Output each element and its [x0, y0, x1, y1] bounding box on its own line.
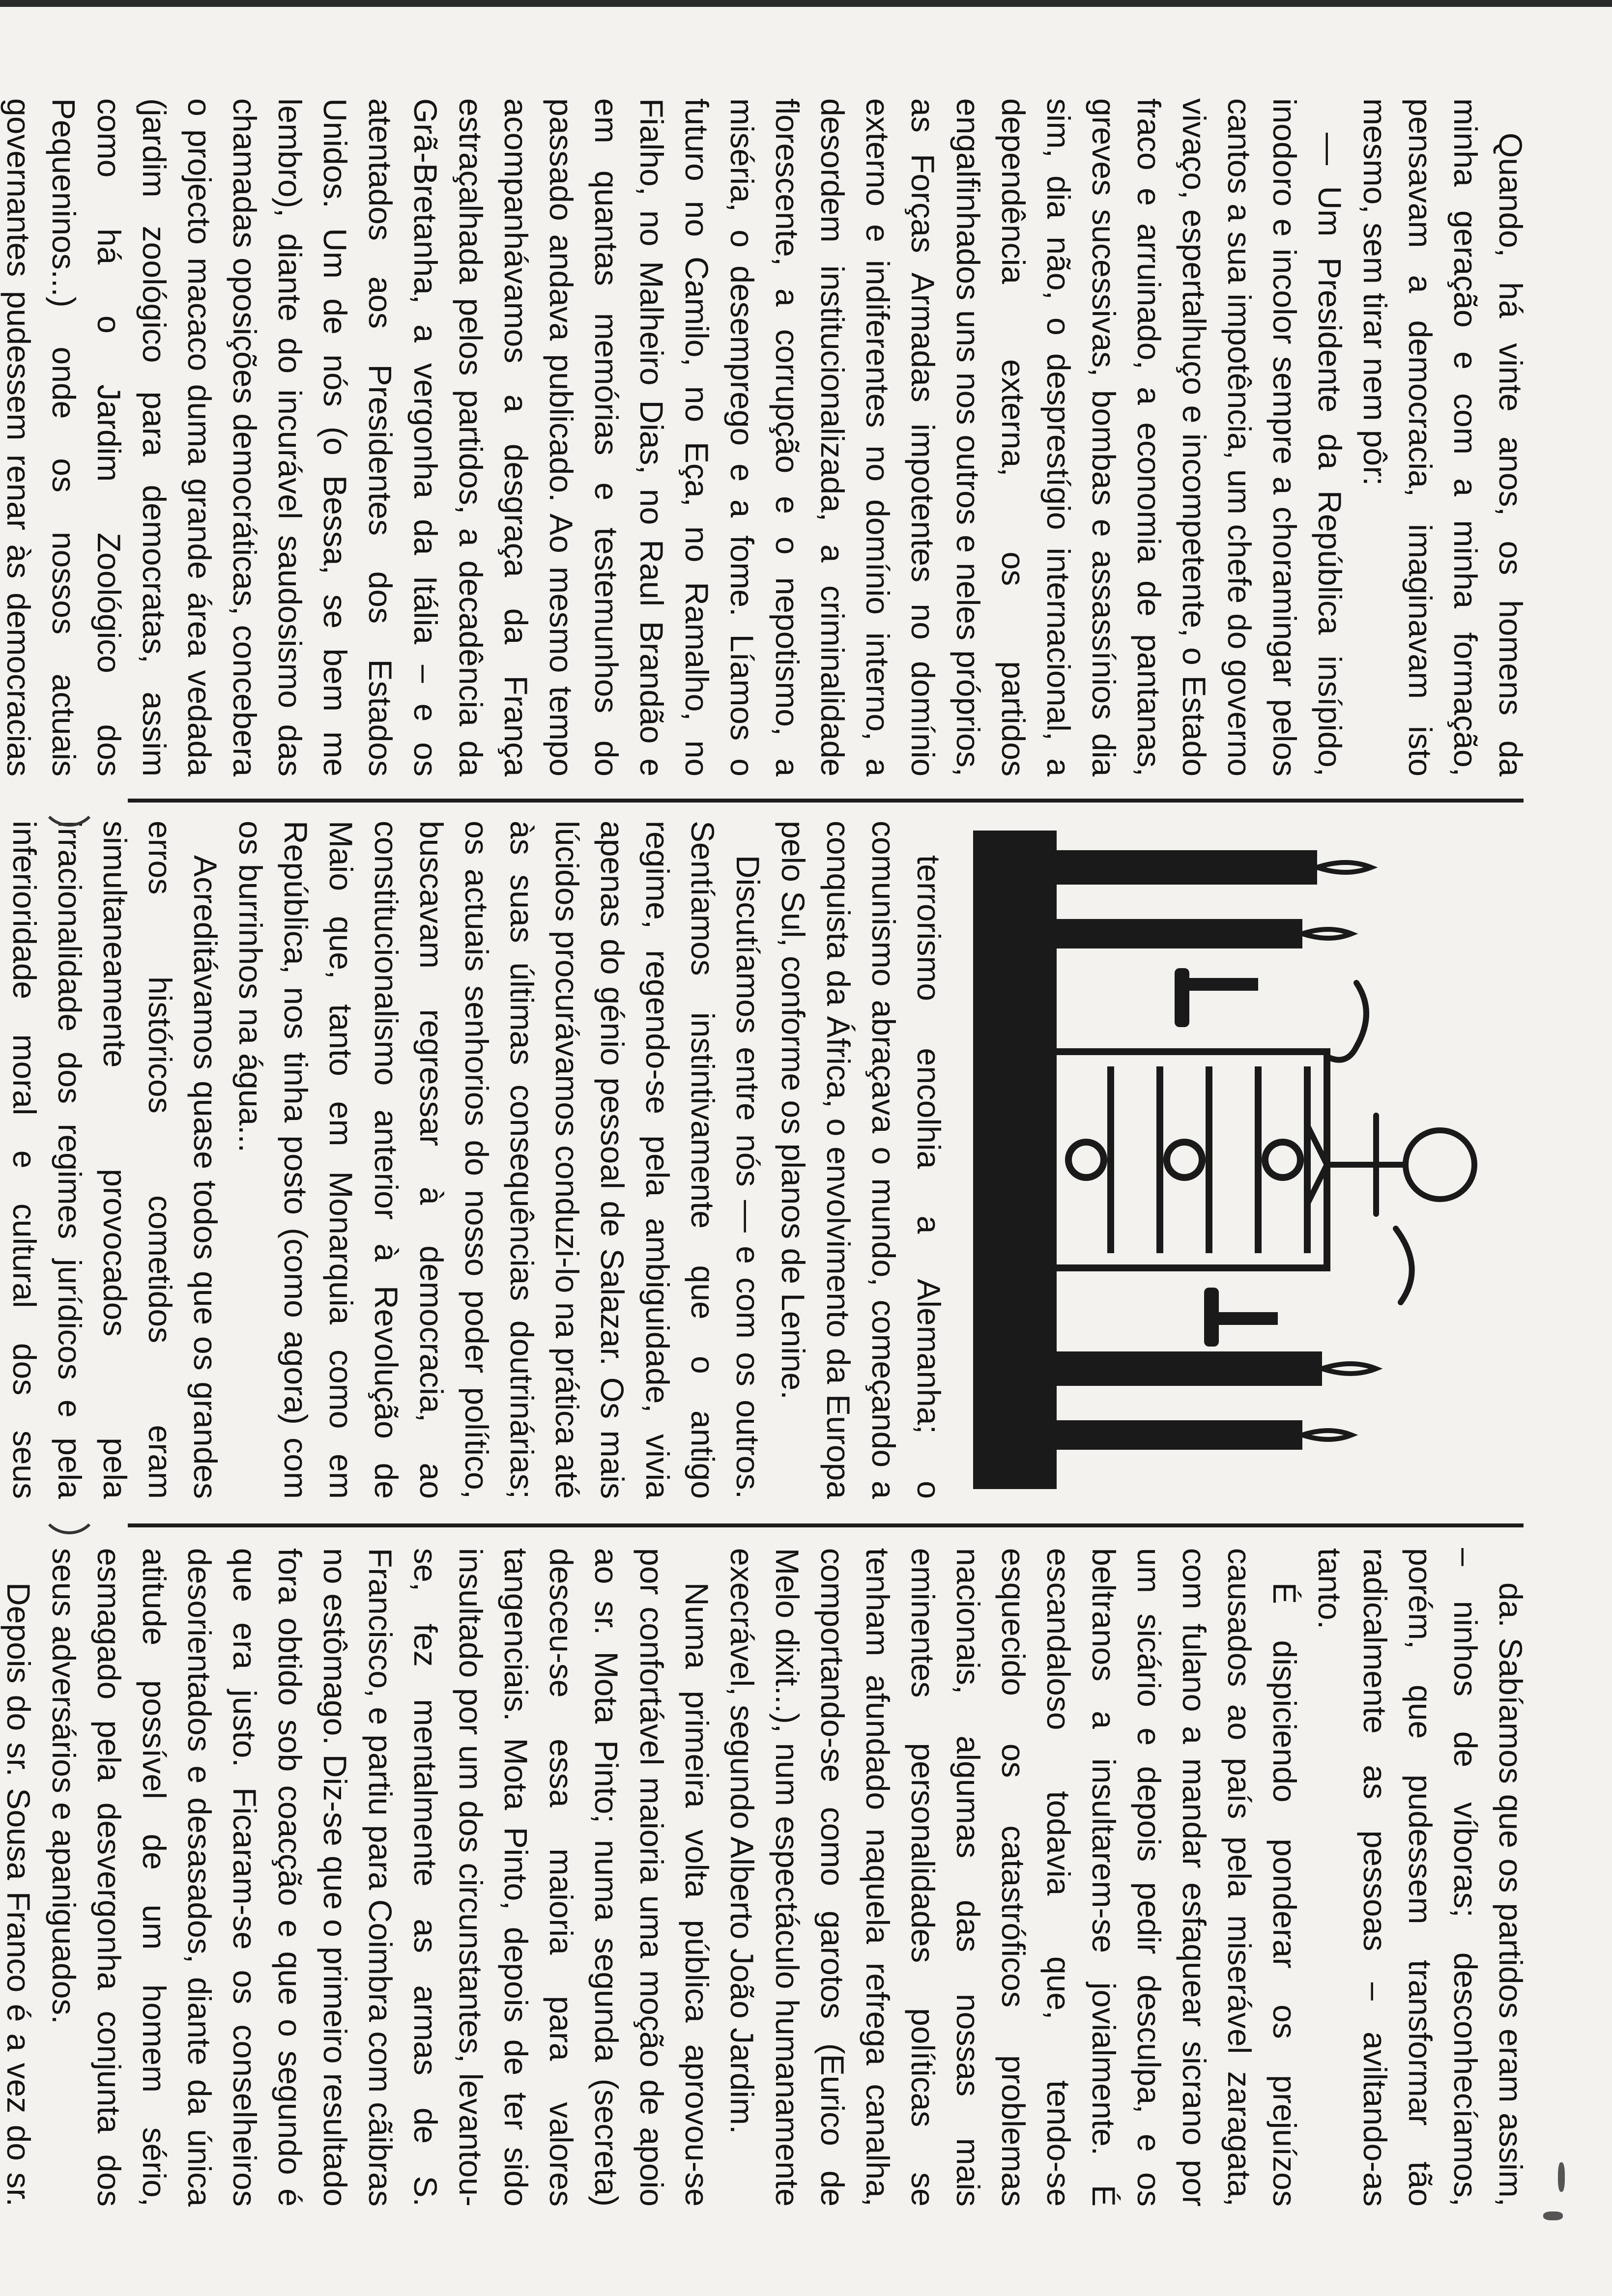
punch-hole-mark: [39, 767, 99, 827]
paragraph: É dispiciendo ponderar os prejuízos causados ao país pela miserável zaragata, com fulano a mandar esfaquear sicrano por um sicário e depois pedir desculpa, e os beltranos a insultarem-se jovialmente. É escandaloso todavia que, tendo-se esquecido os catastróficos problemas nacionais, algumas das nossas mais eminentes personalidades políticas se tenham afundado naquela refrega canalha, comportando-se como garotos (Eurico de Melo dixit...), num espectáculo humanamente execrável, segundo Alberto João Jardim.: [724, 1548, 1303, 2207]
paragraph: Acreditávamos quase todos que os grandes erros históricos cometidos eram simultaneamente provocados pela irracionalidade dos regimes jurídicos e pela inferioridade moral e cultural dos seus: [6, 821, 224, 1499]
paragraph: da. Sabíamos que os partidos eram assim, – ninhos de víboras; desconhecíamos, porém, que pudessem transformar tão radicalmente as pessoas – aviltando-as tanto.: [1312, 1548, 1529, 2207]
column-divider: [128, 799, 1524, 803]
column-divider: [128, 1523, 1524, 1527]
scan-top-edge: [0, 0, 1612, 7]
scan-speck: [1543, 2211, 1563, 2220]
paragraph: Quando, há vinte anos, os homens da minha geração e com a minha formação, pensavam a democracia, imaginavam isto mesmo, sem tirar nem pôr:: [1357, 98, 1529, 776]
paragraph: — Um Presidente da República insípido, inodoro e incolor sempre a choramingar pelos cantos a sua impotência, um chefe do governo vivaço, espertalhuço e incompetente, o Estado fraco e arruinado, a economia de pantanas, greves sucessivas, bombas e assassínios dia sim, dia não, o desprestígio internacional, a dependência externa, os partidos engalfinhados uns nos outros e neles próprios, as Forças Armadas impotentes no domínio externo e indiferentes no domínio interno, a desordem institucionalizada, a criminalidade florescente, a corrupção e o nepotismo, a miséria, o desemprego e a fome. Líamos o futuro no Camilo, no Eça, no Ramalho, no Fialho, no Malheiro Dias, no Raul Brandão e em quantas memórias e testemunhos do passado andava publicado. Ao mesmo tempo acompanhávamos a desgraça da França estraçalhada pelos partidos, a decadência da Grã-Bretanha, a vergonha da Itália – e os atentados aos Presidentes dos Estados Unidos. Um de nós (o Bessa, se bem me lembro), diante do incurável saudosismo das chamadas oposições democráticas, concebera o projecto macaco duma grande área vedada (jardim zoológico para democratas, assim como há o Jardim Zoológico dos Pequeninos...) onde os nossos actuais governantes pudessem renar às democracias: [0, 98, 1348, 776]
paragraph: terrorismo encolhia a Alemanha; o comunismo abraçava o mundo, começando a conquista da África, o envolvimento da Europa pelo Sul, conforme os planos de Lenine.: [775, 821, 947, 1499]
paragraph: Depois do sr. Sousa Franco é a vez do sr.: [0, 1582, 37, 2207]
scan-speck: [1558, 2162, 1565, 2192]
paragraph: Discutíamos entre nós — e com os outros. Sentíamos instintivamente que o antigo regime, regendo-se pela ambiguidade, vivia apenas do génio pessoal de Salazar. Os mais lúcidos procurávamos conduzi-lo na prática até às suas últimas consequências doutrinárias; os actuais senhorios do nosso poder político, buscavam regressar à democracia, ao constitucionalismo anterior à Revolução de Maio que, tanto em Monarquia como em República, nos tinha posto (como agora) com os burrinhos na água...: [232, 821, 766, 1499]
paragraph: Numa primeira volta pública aprovou-se por confortável maioria uma moção de apoio ao sr. Mota Pinto; numa segunda (secreta) desceu-se essa maioria para valores tangenciais. Mota Pinto, depois de ter sido insultado por um dos circunstantes, levantou-se, fez mentalmente as armas de S. Francisco, e partiu para Coimbra com cãibras no estômago. Diz-se que o primeiro resultado fora obtido sob coacção e que o segundo é que era justo. Ficaram-se os conselheiros desorientados e desasados, diante da única atitude possível de um homem sério, esmagado pela desvergonha conjunta dos seus adversários e apaniguados.: [46, 1548, 715, 2207]
article-column-2: [6, 821, 1533, 1499]
illustration-candles-and-figures: [963, 821, 1533, 1499]
rotated-article: [0, 98, 1533, 2211]
article-column-1: [0, 98, 1533, 776]
punch-hole-mark: [39, 1474, 99, 1534]
article-column-3: [0, 1548, 1533, 2207]
